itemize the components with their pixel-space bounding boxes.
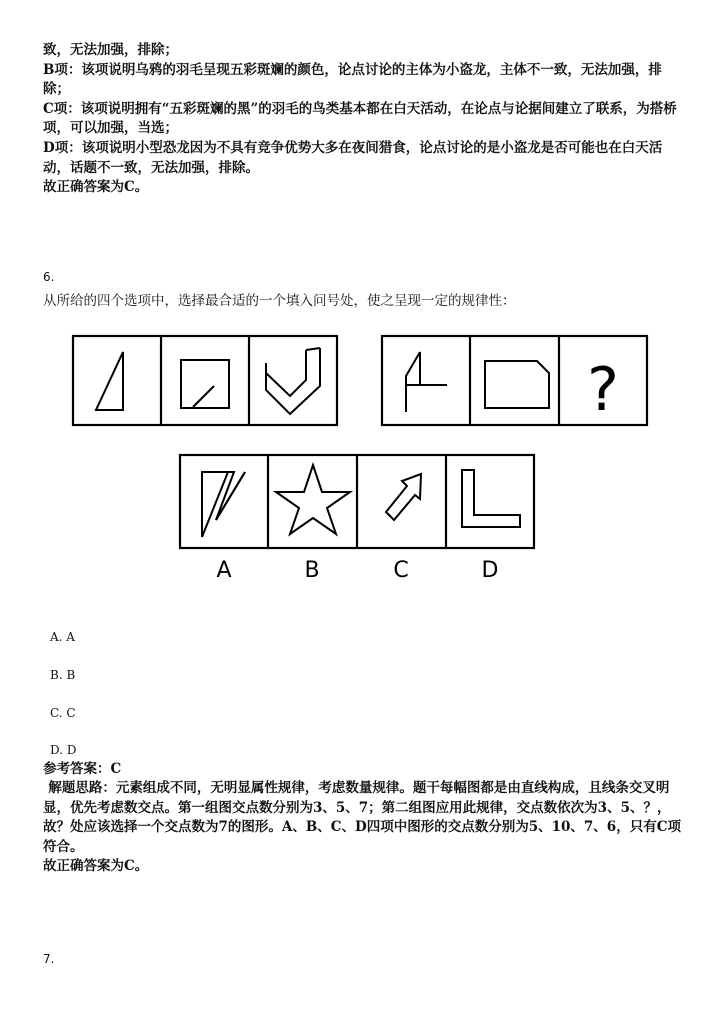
next-question-number: 7. [43, 952, 55, 966]
explanation-line: D项：该项说明小型恐龙因为不具有竞争优势大多在夜间猎食，论点讨论的是小盗龙是否可能也在白天活动，话题不一致，无法加强，排除。 [43, 139, 663, 176]
answer-label: 参考答案：C [43, 761, 122, 777]
option-d[interactable]: D. D [50, 743, 77, 757]
figure-cross-lines [406, 352, 447, 412]
explanation-line: 致，无法加强，排除； [43, 42, 178, 58]
option-c[interactable]: C. C [50, 706, 76, 720]
option-letter-c: C [393, 558, 409, 583]
answer-section [43, 760, 683, 876]
analysis-text: 解题思路：元素组成不同，无明显属性规律，考虑数量规律。题干每幅图都是由直线构成，且线条交叉明显，优先考虑数交点。第一组图交点数分别为3、5、7；第二组图应用此规律，交点数依次为3、5、？，故？处应该选择一个交点数为7的图形。A、B、C、D四项中图形的交点数分别为5、10、7、6，只有C项符合。 [43, 780, 681, 855]
explanation-line: B项：该项说明乌鸦的羽毛呈现五彩斑斓的颜色，论点讨论的主体为小盗龙，主体不一致，无法加强，排除； [43, 61, 662, 98]
question-stem: 从所给的四个选项中，选择最合适的一个填入问号处，使之呈现一定的规律性： [43, 293, 516, 309]
option-d-l-shape [462, 470, 520, 527]
option-a[interactable]: A. A [50, 630, 75, 644]
question-mark: ? [587, 355, 619, 425]
option-b-star [276, 465, 350, 534]
option-b[interactable]: B. B [50, 668, 76, 682]
group1-frame [73, 336, 337, 425]
option-a-figure [202, 472, 245, 537]
question-number: 6. [43, 270, 55, 284]
option-c-arrow [386, 474, 421, 520]
figure-rect-cut-corner [485, 361, 549, 408]
option-letter-b: B [304, 558, 320, 583]
figure-square-line [181, 360, 229, 408]
option-letter-d: D [481, 558, 499, 583]
explanation-line: 故正确答案为C。 [43, 179, 149, 196]
explanation-line: C项：该项说明拥有“五彩斑斓的黑”的羽毛的鸟类基本都在白天活动，在论点与论据间建立了联系，为搭桥项，可以加强，当选； [43, 100, 677, 137]
option-letter-a: A [216, 558, 232, 583]
figure-triangle [96, 352, 123, 410]
conclusion-text: 故正确答案为C。 [43, 858, 149, 875]
